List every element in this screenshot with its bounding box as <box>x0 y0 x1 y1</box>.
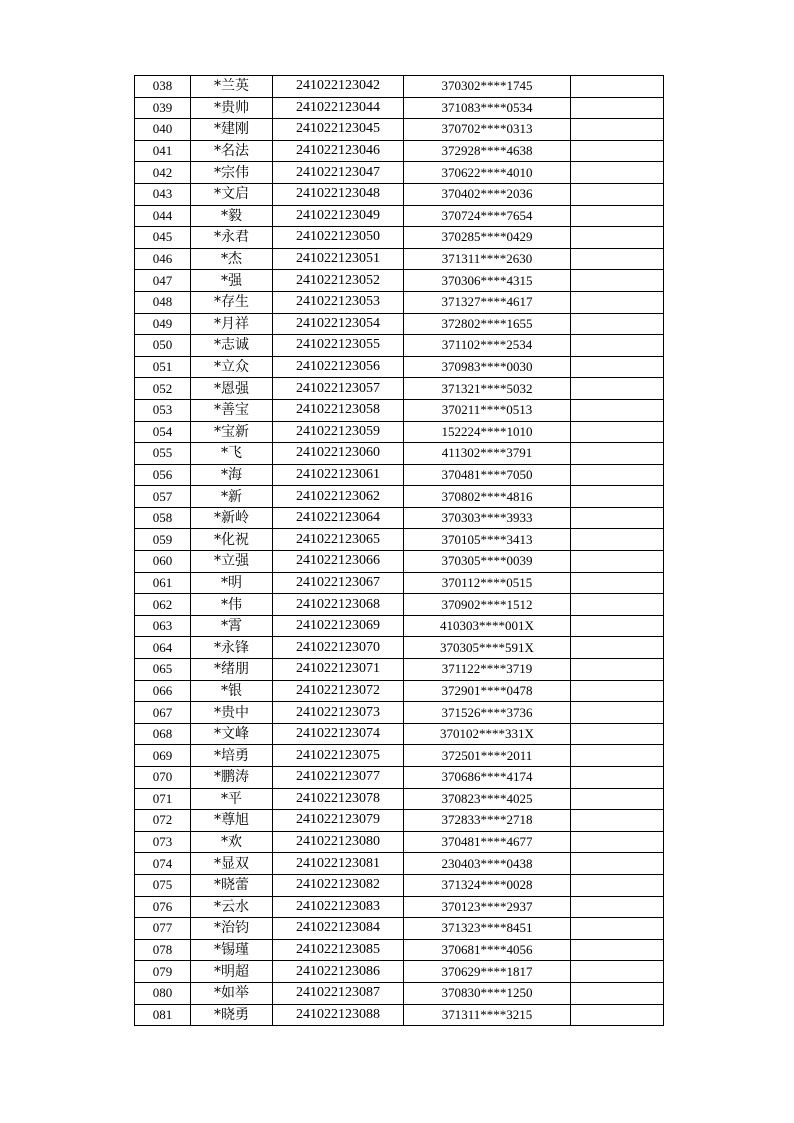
name-cell: *文峰 <box>191 723 273 745</box>
id-number-cell: 411302****3791 <box>404 443 571 465</box>
table-row <box>135 140 664 162</box>
student-id-cell: 241022123085 <box>273 939 404 961</box>
id-number-cell: 371526****3736 <box>404 702 571 724</box>
id-number-cell: 370285****0429 <box>404 227 571 249</box>
name-cell: *杰 <box>191 248 273 270</box>
note-cell <box>571 659 664 681</box>
name-cell: *银 <box>191 680 273 702</box>
table-row <box>135 615 664 637</box>
table-row <box>135 982 664 1004</box>
student-id-cell: 241022123068 <box>273 594 404 616</box>
row-number-cell: 038 <box>135 76 191 98</box>
student-id-cell: 241022123071 <box>273 659 404 681</box>
row-number-cell: 065 <box>135 659 191 681</box>
student-id-cell: 241022123086 <box>273 961 404 983</box>
name-cell: *平 <box>191 788 273 810</box>
note-cell <box>571 745 664 767</box>
note-cell <box>571 421 664 443</box>
note-cell <box>571 140 664 162</box>
table-row <box>135 76 664 98</box>
row-number-cell: 057 <box>135 486 191 508</box>
id-number-cell: 152224****1010 <box>404 421 571 443</box>
id-number-cell: 371083****0534 <box>404 97 571 119</box>
note-cell <box>571 205 664 227</box>
name-cell: *建刚 <box>191 119 273 141</box>
note-cell <box>571 162 664 184</box>
row-number-cell: 049 <box>135 313 191 335</box>
name-cell: *名法 <box>191 140 273 162</box>
row-number-cell: 075 <box>135 874 191 896</box>
roster-table <box>134 75 664 1026</box>
id-number-cell: 370303****3933 <box>404 507 571 529</box>
student-id-cell: 241022123066 <box>273 551 404 573</box>
id-number-cell: 370702****0313 <box>404 119 571 141</box>
table-row <box>135 486 664 508</box>
student-id-cell: 241022123074 <box>273 723 404 745</box>
note-cell <box>571 637 664 659</box>
id-number-cell: 410303****001X <box>404 615 571 637</box>
id-number-cell: 370481****7050 <box>404 464 571 486</box>
name-cell: *永锋 <box>191 637 273 659</box>
student-id-cell: 241022123084 <box>273 918 404 940</box>
name-cell: *兰英 <box>191 76 273 98</box>
name-cell: *伟 <box>191 594 273 616</box>
student-id-cell: 241022123044 <box>273 97 404 119</box>
student-id-cell: 241022123062 <box>273 486 404 508</box>
name-cell: *晓蕾 <box>191 874 273 896</box>
note-cell <box>571 97 664 119</box>
table-row <box>135 680 664 702</box>
row-number-cell: 053 <box>135 399 191 421</box>
row-number-cell: 039 <box>135 97 191 119</box>
note-cell <box>571 248 664 270</box>
student-id-cell: 241022123059 <box>273 421 404 443</box>
table-row <box>135 183 664 205</box>
row-number-cell: 051 <box>135 356 191 378</box>
table-row <box>135 637 664 659</box>
id-number-cell: 372928****4638 <box>404 140 571 162</box>
table-row <box>135 162 664 184</box>
row-number-cell: 047 <box>135 270 191 292</box>
note-cell <box>571 356 664 378</box>
student-id-cell: 241022123082 <box>273 874 404 896</box>
row-number-cell: 059 <box>135 529 191 551</box>
table-row <box>135 1004 664 1026</box>
id-number-cell: 370902****1512 <box>404 594 571 616</box>
student-id-cell: 241022123045 <box>273 119 404 141</box>
note-cell <box>571 76 664 98</box>
note-cell <box>571 788 664 810</box>
id-number-cell: 371122****3719 <box>404 659 571 681</box>
table-row <box>135 421 664 443</box>
table-row <box>135 119 664 141</box>
table-row <box>135 572 664 594</box>
row-number-cell: 068 <box>135 723 191 745</box>
student-id-cell: 241022123087 <box>273 982 404 1004</box>
table-row <box>135 896 664 918</box>
table-row <box>135 551 664 573</box>
table-row <box>135 874 664 896</box>
table-row <box>135 507 664 529</box>
student-id-cell: 241022123042 <box>273 76 404 98</box>
note-cell <box>571 723 664 745</box>
id-number-cell: 370823****4025 <box>404 788 571 810</box>
row-number-cell: 077 <box>135 918 191 940</box>
name-cell: *强 <box>191 270 273 292</box>
id-number-cell: 370306****4315 <box>404 270 571 292</box>
student-id-cell: 241022123050 <box>273 227 404 249</box>
id-number-cell: 372501****2011 <box>404 745 571 767</box>
table-row <box>135 291 664 313</box>
name-cell: *毅 <box>191 205 273 227</box>
row-number-cell: 076 <box>135 896 191 918</box>
note-cell <box>571 227 664 249</box>
table-row <box>135 443 664 465</box>
note-cell <box>571 291 664 313</box>
name-cell: *立强 <box>191 551 273 573</box>
table-row <box>135 356 664 378</box>
name-cell: *新 <box>191 486 273 508</box>
name-cell: *显双 <box>191 853 273 875</box>
table-row <box>135 227 664 249</box>
name-cell: *文启 <box>191 183 273 205</box>
student-id-cell: 241022123079 <box>273 810 404 832</box>
student-id-cell: 241022123048 <box>273 183 404 205</box>
table-row <box>135 810 664 832</box>
table-row <box>135 853 664 875</box>
table-row <box>135 529 664 551</box>
row-number-cell: 067 <box>135 702 191 724</box>
table-row <box>135 767 664 789</box>
student-id-cell: 241022123065 <box>273 529 404 551</box>
id-number-cell: 370802****4816 <box>404 486 571 508</box>
name-cell: *尊旭 <box>191 810 273 832</box>
id-number-cell: 372802****1655 <box>404 313 571 335</box>
note-cell <box>571 529 664 551</box>
name-cell: *立众 <box>191 356 273 378</box>
name-cell: *锡瑾 <box>191 939 273 961</box>
row-number-cell: 046 <box>135 248 191 270</box>
roster-table-body <box>135 76 664 1026</box>
name-cell: *宗伟 <box>191 162 273 184</box>
note-cell <box>571 443 664 465</box>
id-number-cell: 370305****0039 <box>404 551 571 573</box>
student-id-cell: 241022123081 <box>273 853 404 875</box>
row-number-cell: 073 <box>135 831 191 853</box>
name-cell: *贵中 <box>191 702 273 724</box>
row-number-cell: 074 <box>135 853 191 875</box>
row-number-cell: 052 <box>135 378 191 400</box>
row-number-cell: 044 <box>135 205 191 227</box>
name-cell: *明超 <box>191 961 273 983</box>
id-number-cell: 371311****3215 <box>404 1004 571 1026</box>
id-number-cell: 370622****4010 <box>404 162 571 184</box>
row-number-cell: 058 <box>135 507 191 529</box>
name-cell: *飞 <box>191 443 273 465</box>
student-id-cell: 241022123072 <box>273 680 404 702</box>
student-id-cell: 241022123058 <box>273 399 404 421</box>
note-cell <box>571 270 664 292</box>
student-id-cell: 241022123077 <box>273 767 404 789</box>
name-cell: *海 <box>191 464 273 486</box>
student-id-cell: 241022123069 <box>273 615 404 637</box>
note-cell <box>571 507 664 529</box>
note-cell <box>571 810 664 832</box>
name-cell: *化祝 <box>191 529 273 551</box>
row-number-cell: 043 <box>135 183 191 205</box>
name-cell: *云水 <box>191 896 273 918</box>
id-number-cell: 370211****0513 <box>404 399 571 421</box>
table-row <box>135 831 664 853</box>
name-cell: *新岭 <box>191 507 273 529</box>
row-number-cell: 062 <box>135 594 191 616</box>
note-cell <box>571 378 664 400</box>
student-id-cell: 241022123083 <box>273 896 404 918</box>
row-number-cell: 072 <box>135 810 191 832</box>
row-number-cell: 045 <box>135 227 191 249</box>
student-id-cell: 241022123054 <box>273 313 404 335</box>
name-cell: *治钧 <box>191 918 273 940</box>
row-number-cell: 040 <box>135 119 191 141</box>
note-cell <box>571 486 664 508</box>
note-cell <box>571 399 664 421</box>
row-number-cell: 041 <box>135 140 191 162</box>
id-number-cell: 230403****0438 <box>404 853 571 875</box>
student-id-cell: 241022123073 <box>273 702 404 724</box>
table-row <box>135 939 664 961</box>
note-cell <box>571 680 664 702</box>
id-number-cell: 371324****0028 <box>404 874 571 896</box>
row-number-cell: 070 <box>135 767 191 789</box>
id-number-cell: 372901****0478 <box>404 680 571 702</box>
row-number-cell: 081 <box>135 1004 191 1026</box>
name-cell: *月祥 <box>191 313 273 335</box>
note-cell <box>571 119 664 141</box>
name-cell: *霄 <box>191 615 273 637</box>
note-cell <box>571 767 664 789</box>
id-number-cell: 370481****4677 <box>404 831 571 853</box>
row-number-cell: 071 <box>135 788 191 810</box>
row-number-cell: 042 <box>135 162 191 184</box>
note-cell <box>571 551 664 573</box>
student-id-cell: 241022123056 <box>273 356 404 378</box>
id-number-cell: 370983****0030 <box>404 356 571 378</box>
note-cell <box>571 918 664 940</box>
table-row <box>135 788 664 810</box>
student-id-cell: 241022123075 <box>273 745 404 767</box>
table-row <box>135 961 664 983</box>
name-cell: *欢 <box>191 831 273 853</box>
table-row <box>135 270 664 292</box>
id-number-cell: 370629****1817 <box>404 961 571 983</box>
id-number-cell: 370102****331X <box>404 723 571 745</box>
id-number-cell: 372833****2718 <box>404 810 571 832</box>
row-number-cell: 079 <box>135 961 191 983</box>
name-cell: *善宝 <box>191 399 273 421</box>
note-cell <box>571 594 664 616</box>
row-number-cell: 080 <box>135 982 191 1004</box>
note-cell <box>571 939 664 961</box>
student-id-cell: 241022123088 <box>273 1004 404 1026</box>
id-number-cell: 370105****3413 <box>404 529 571 551</box>
note-cell <box>571 982 664 1004</box>
note-cell <box>571 896 664 918</box>
row-number-cell: 060 <box>135 551 191 573</box>
id-number-cell: 370830****1250 <box>404 982 571 1004</box>
note-cell <box>571 335 664 357</box>
table-row <box>135 745 664 767</box>
table-row <box>135 205 664 227</box>
student-id-cell: 241022123060 <box>273 443 404 465</box>
note-cell <box>571 1004 664 1026</box>
row-number-cell: 050 <box>135 335 191 357</box>
student-id-cell: 241022123064 <box>273 507 404 529</box>
name-cell: *永君 <box>191 227 273 249</box>
id-number-cell: 371323****8451 <box>404 918 571 940</box>
name-cell: *宝新 <box>191 421 273 443</box>
note-cell <box>571 183 664 205</box>
note-cell <box>571 615 664 637</box>
name-cell: *如举 <box>191 982 273 1004</box>
row-number-cell: 078 <box>135 939 191 961</box>
table-row <box>135 594 664 616</box>
row-number-cell: 064 <box>135 637 191 659</box>
name-cell: *鹏涛 <box>191 767 273 789</box>
note-cell <box>571 853 664 875</box>
note-cell <box>571 702 664 724</box>
student-id-cell: 241022123061 <box>273 464 404 486</box>
table-row <box>135 918 664 940</box>
student-id-cell: 241022123052 <box>273 270 404 292</box>
id-number-cell: 370724****7654 <box>404 205 571 227</box>
table-row <box>135 97 664 119</box>
id-number-cell: 371327****4617 <box>404 291 571 313</box>
row-number-cell: 056 <box>135 464 191 486</box>
note-cell <box>571 961 664 983</box>
student-id-cell: 241022123053 <box>273 291 404 313</box>
id-number-cell: 370681****4056 <box>404 939 571 961</box>
name-cell: *培勇 <box>191 745 273 767</box>
row-number-cell: 063 <box>135 615 191 637</box>
row-number-cell: 061 <box>135 572 191 594</box>
id-number-cell: 370686****4174 <box>404 767 571 789</box>
row-number-cell: 048 <box>135 291 191 313</box>
row-number-cell: 054 <box>135 421 191 443</box>
name-cell: *晓勇 <box>191 1004 273 1026</box>
id-number-cell: 371102****2534 <box>404 335 571 357</box>
student-id-cell: 241022123067 <box>273 572 404 594</box>
name-cell: *明 <box>191 572 273 594</box>
id-number-cell: 371311****2630 <box>404 248 571 270</box>
row-number-cell: 055 <box>135 443 191 465</box>
row-number-cell: 066 <box>135 680 191 702</box>
id-number-cell: 370112****0515 <box>404 572 571 594</box>
name-cell: *存生 <box>191 291 273 313</box>
row-number-cell: 069 <box>135 745 191 767</box>
note-cell <box>571 831 664 853</box>
table-row <box>135 313 664 335</box>
name-cell: *志诚 <box>191 335 273 357</box>
note-cell <box>571 572 664 594</box>
id-number-cell: 370123****2937 <box>404 896 571 918</box>
note-cell <box>571 313 664 335</box>
name-cell: *贵帅 <box>191 97 273 119</box>
name-cell: *绪朋 <box>191 659 273 681</box>
id-number-cell: 370305****591X <box>404 637 571 659</box>
table-row <box>135 335 664 357</box>
student-id-cell: 241022123047 <box>273 162 404 184</box>
student-id-cell: 241022123070 <box>273 637 404 659</box>
table-row <box>135 723 664 745</box>
student-id-cell: 241022123051 <box>273 248 404 270</box>
note-cell <box>571 874 664 896</box>
student-id-cell: 241022123049 <box>273 205 404 227</box>
id-number-cell: 370302****1745 <box>404 76 571 98</box>
student-id-cell: 241022123078 <box>273 788 404 810</box>
note-cell <box>571 464 664 486</box>
name-cell: *恩强 <box>191 378 273 400</box>
table-row <box>135 659 664 681</box>
id-number-cell: 371321****5032 <box>404 378 571 400</box>
table-row <box>135 399 664 421</box>
table-row <box>135 248 664 270</box>
student-id-cell: 241022123057 <box>273 378 404 400</box>
table-row <box>135 378 664 400</box>
table-row <box>135 702 664 724</box>
table-row <box>135 464 664 486</box>
student-id-cell: 241022123055 <box>273 335 404 357</box>
student-id-cell: 241022123046 <box>273 140 404 162</box>
student-id-cell: 241022123080 <box>273 831 404 853</box>
id-number-cell: 370402****2036 <box>404 183 571 205</box>
